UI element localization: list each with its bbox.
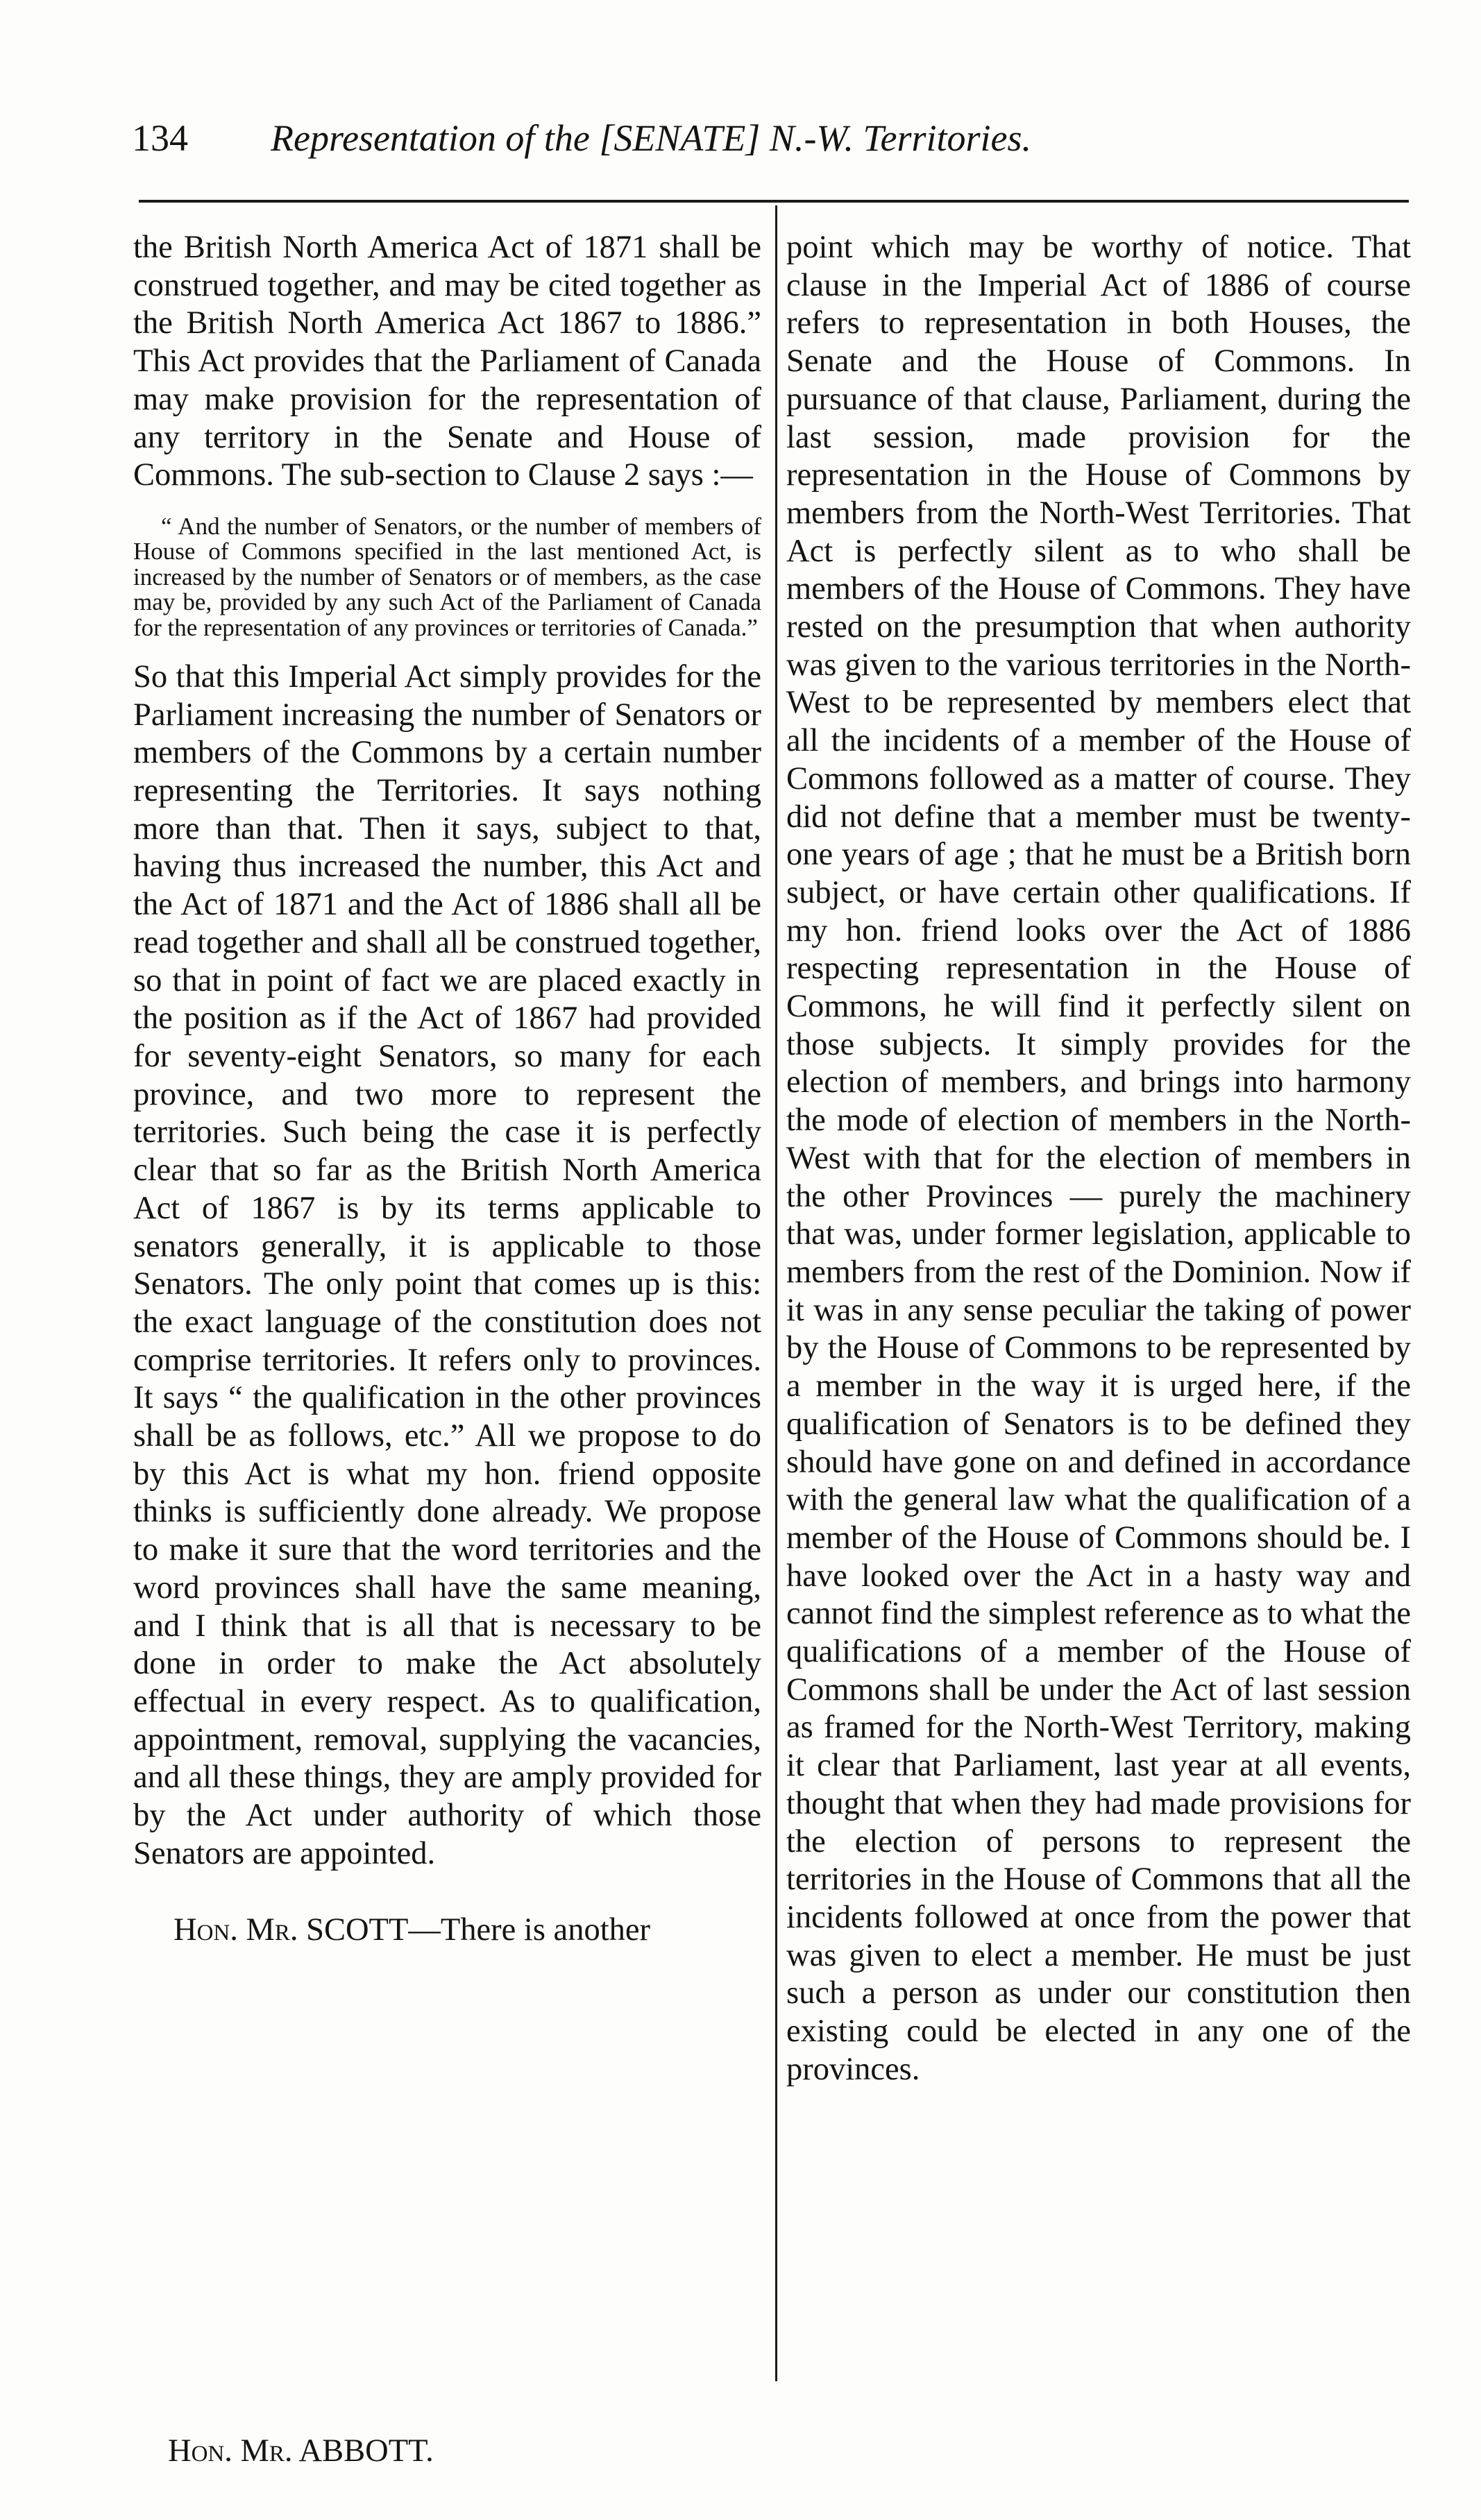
speaker-name: Hon. Mr. SCOTT xyxy=(174,1912,409,1948)
speaker-paragraph xyxy=(133,1912,761,1950)
column-divider xyxy=(775,205,777,2381)
block-quote: “ And the number of Senators, or the number of members of House of Commons specified in the last mentioned Act, is increased by the number of Senators or of members, as the case may be, provided by any such Act of the Parliament of Canada for the representation of any provinces or territories of Canada.” xyxy=(133,512,761,641)
running-title: Representation of the [SENATE] N.-W. Territories. xyxy=(271,117,1032,159)
left-paragraph-1: the British North America Act of 1871 shall be construed together, and may be cited together as the British North America Act 1867 to 1886.” This Act provides that the Parliament of Canada may make provision for the representation of any territory in the Senate and House of Commons. The sub-section to Clause 2 says :— xyxy=(133,230,761,493)
page-number: 134 xyxy=(132,117,188,159)
left-column xyxy=(133,229,761,1950)
footer-speaker-tag: Hon. Mr. ABBOTT. xyxy=(168,2433,434,2469)
speaker-text: —There is another xyxy=(408,1912,650,1948)
right-column xyxy=(786,229,1411,2088)
page-header xyxy=(132,117,1402,172)
header-rule xyxy=(139,200,1409,203)
right-paragraph-1: point which may be worthy of notice. That clause in the Imperial Act of 1886 of course refers to representation in both Houses, the Senate and the House of Commons. In pursuance of that clause, Parliament, during the last session, made provision for the representation in the House of Commons by members from the North-West Territories. That Act is perfectly silent as to who shall be members of the House of Commons. They have rested on the presumption that when authority was given to the various territories in the North-West to be represented by members elect that all the incidents of a member of the House of Commons followed as a matter of course. They did not define that a member must be twenty-one years of age ; that he must be a British born subject, or have certain other qualifications. If my hon. friend looks over the Act of 1886 respecting representation in the House of Commons, he will find it perfectly silent on those subjects. It simply provides for the election of members, and brings into harmony the mode of election of members in the North-West with that for the election of members in the other Provinces — purely the machinery that was, under former legislation, applicable to members from the rest of the Dominion. Now if it was in any sense peculiar the taking of power by the House of Commons to be represented by a member in the way it is urged here, if the qualification of Senators is to be defined they should have gone on and defined in accordance with the general law what the qualification of a member of the House of Commons should be. I have looked over the Act in a hasty way and cannot find the simplest reference as to what the qualifications of a member of the House of Commons shall be under the Act of last session as framed for the North-West Territory, making it clear that Parliament, last year at all events, thought that when they had made provisions for the election of persons to represent the territories in the House of Commons that all the incidents followed at once from the power that was given to elect a member. He must be just such a person as under our constitution then existing could be elected in any one of the provinces. xyxy=(786,230,1411,2087)
left-paragraph-2: So that this Imperial Act simply provides for the Parliament increasing the number of Senators or members of the Commons by a certain number representing the Territories. It says nothing more than that. Then it says, subject to that, having thus increased the number, this Act and the Act of 1871 and the Act of 1886 shall all be read together and shall all be construed together, so that in point of fact we are placed exactly in the position as if the Act of 1867 had provided for seventy-eight Senators, so many for each province, and two more to represent the territories. Such being the case it is perfectly clear that so far as the British North America Act of 1867 is by its terms applicable to senators generally, it is applicable to those Senators. The only point that comes up is this: the exact language of the constitution does not comprise territories. It refers only to provinces. It says “ the qualification in the other provinces shall be as follows, etc.” All we propose to do by this Act is what my hon. friend opposite thinks is sufficiently done already. We propose to make it sure that the word territories and the word provinces shall have the same meaning, and I think that is all that is necessary to be done in order to make the Act absolutely effectual in every respect. As to qualification, appointment, removal, supplying the vacancies, and all these things, they are amply provided for by the Act under authority of which those Senators are appointed. xyxy=(133,658,761,1871)
